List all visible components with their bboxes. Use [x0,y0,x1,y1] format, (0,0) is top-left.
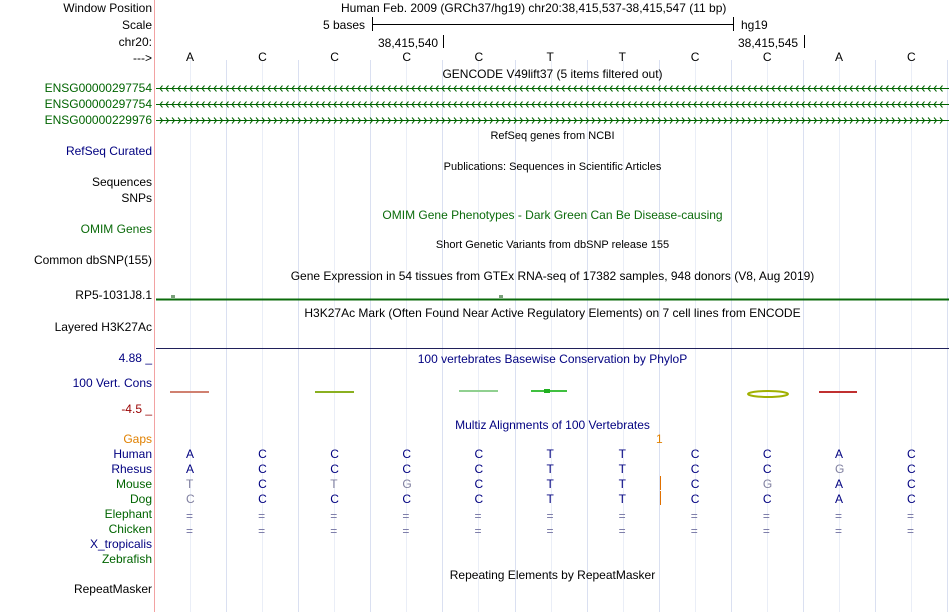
alignment-base-human: C [474,447,484,461]
label-strand-arrow: ---> [133,51,152,65]
label-ensg-1[interactable]: ENSG00000297754 [44,81,152,95]
alignment-base-mouse: A [834,477,843,491]
track-title-h3k27ac[interactable]: H3K27Ac Mark (Often Found Near Active Regulatory Elements) on 7 cell lines from ENCODE [304,306,801,320]
alignment-base-elephant: = [834,509,842,523]
sequence-base: C [474,50,484,64]
alignment-base-chicken: = [402,524,410,538]
alignment-base-dog: C [690,492,700,506]
alignment-base-mouse: T [618,477,626,491]
alignment-base-chicken: = [907,524,915,538]
alignment-base-human: C [762,447,772,461]
gtex-bar-2 [499,295,503,298]
alignment-base-elephant: = [546,509,554,523]
coordinate-label-1: 38,415,540 [378,36,439,50]
alignment-base-elephant: = [474,509,482,523]
track-title-omim[interactable]: OMIM Gene Phenotypes - Dark Green Can Be Disease-causing [382,208,723,222]
alignment-base-dog: T [618,492,626,506]
alignment-base-elephant: = [258,509,266,523]
alignment-base-human: C [402,447,412,461]
gap-count-marker: 1 [656,432,663,446]
phylop-wiggle [170,389,857,397]
assembly-label: hg19 [741,18,768,32]
alignment-base-mouse: T [546,477,554,491]
track-title-dbsnp[interactable]: Short Genetic Variants from dbSNP release 155 [435,239,670,251]
alignment-base-mouse: T [186,477,194,491]
alignment-base-rhesus: C [330,462,339,476]
alignment-base-dog: C [186,492,195,506]
label-cons-min: -4.5 _ [121,402,152,416]
alignment-base-elephant: = [690,509,698,523]
alignment-base-rhesus: A [186,462,195,476]
label-elephant[interactable]: Elephant [104,507,152,521]
track-title-repeatmasker[interactable]: Repeating Elements by RepeatMasker [449,568,656,582]
alignment-base-mouse: C [474,477,484,491]
sequence-base: T [618,50,626,64]
alignment-base-chicken: = [186,524,194,538]
alignment-base-elephant: = [186,509,194,523]
alignment-base-human: C [690,447,700,461]
sequence-base: A [186,50,195,64]
label-zebrafish[interactable]: Zebrafish [101,552,152,566]
sequence-base: C [907,50,916,64]
alignment-base-mouse: C [258,477,267,491]
label-rp5[interactable]: RP5-1031J8.1 [75,288,152,302]
track-title-publications[interactable]: Publications: Sequences in Scientific Articles [443,161,662,173]
alignment-base-dog: A [834,492,843,506]
track-title-multiz[interactable]: Multiz Alignments of 100 Vertebrates [455,418,650,432]
label-snps[interactable]: SNPs [121,191,152,205]
track-title-gencode[interactable]: GENCODE V49lift37 (5 items filtered out) [442,67,663,81]
scale-bar-label: 5 bases [323,18,366,32]
alignment-base-mouse: C [690,477,700,491]
track-title-gtex[interactable]: Gene Expression in 54 tissues from GTEx RNA-seq of 17382 samples, 948 donors (V8, Aug 2019) [290,269,815,283]
alignment-base-human: C [907,447,916,461]
alignment-base-rhesus: C [402,462,412,476]
track-title-refseq[interactable]: RefSeq genes from NCBI [490,130,615,142]
sequence-base: C [402,50,412,64]
alignment-base-dog: C [402,492,412,506]
alignment-base-dog: T [546,492,554,506]
alignment-base-chicken: = [258,524,266,538]
track-title-phylop[interactable]: 100 vertebrates Basewise Conservation by PhyloP [417,352,688,366]
label-human[interactable]: Human [113,447,152,461]
alignment-base-chicken: = [762,524,770,538]
alignment-base-rhesus: T [546,462,554,476]
alignment-base-chicken: = [330,524,338,538]
alignment-base-human: T [618,447,626,461]
sequence-base: C [762,50,772,64]
alignment-base-rhesus: C [258,462,267,476]
label-mouse[interactable]: Mouse [115,477,152,491]
alignment-base-rhesus: G [834,462,845,476]
alignment-base-dog: C [762,492,772,506]
label-scale: Scale [121,18,152,32]
alignment-base-human: T [546,447,554,461]
label-refseq-curated[interactable]: RefSeq Curated [65,144,152,158]
sequence-base: T [546,50,554,64]
alignment-base-dog: C [258,492,267,506]
label-omim-genes[interactable]: OMIM Genes [80,222,152,236]
label-x-tropicalis[interactable]: X_tropicalis [89,537,152,551]
alignment-base-elephant: = [330,509,338,523]
label-dog[interactable]: Dog [129,492,152,506]
label-ensg-2[interactable]: ENSG00000297754 [44,97,152,111]
alignment-base-rhesus: T [618,462,626,476]
alignment-base-mouse: G [762,477,773,491]
label-cons-max: 4.88 _ [118,351,152,365]
sequence-base: C [690,50,700,64]
label-gaps[interactable]: Gaps [123,432,152,446]
alignment-base-elephant: = [618,509,626,523]
alignment-base-human: C [330,447,339,461]
alignment-base-dog: C [474,492,484,506]
alignment-base-human: C [258,447,267,461]
scale-bar [372,17,734,31]
alignment-base-chicken: = [690,524,698,538]
alignment-base-dog: C [330,492,339,506]
alignment-base-elephant: = [907,509,915,523]
alignment-base-mouse: G [402,477,412,491]
sequence-base: C [330,50,339,64]
alignment-base-rhesus: C [474,462,484,476]
label-ensg-3[interactable]: ENSG00000229976 [44,113,152,127]
alignment-base-rhesus: C [907,462,916,476]
label-common-dbsnp[interactable]: Common dbSNP(155) [33,253,152,267]
alignment-base-human: A [186,447,195,461]
label-rhesus[interactable]: Rhesus [111,462,152,476]
alignment-base-rhesus: C [762,462,772,476]
label-window-position: Window Position [63,1,152,15]
label-chromosome: chr20: [118,35,152,49]
alignment-base-mouse: C [907,477,916,491]
alignment-base-chicken: = [834,524,842,538]
label-100-vert-cons[interactable]: 100 Vert. Cons [72,376,152,390]
label-layered-h3k27ac[interactable]: Layered H3K27Ac [54,320,152,334]
sequence-base: C [258,50,267,64]
gtex-bar-1 [171,295,175,298]
label-chicken[interactable]: Chicken [108,522,152,536]
label-repeatmasker[interactable]: RepeatMasker [73,582,152,596]
alignment-base-rhesus: C [690,462,700,476]
alignment-base-chicken: = [474,524,482,538]
alignment-base-chicken: = [546,524,554,538]
coordinate-label-2: 38,415,545 [738,36,799,50]
alignment-base-elephant: = [762,509,770,523]
alignment-base-human: A [834,447,843,461]
alignment-base-dog: C [907,492,916,506]
alignment-base-elephant: = [402,509,410,523]
alignment-base-mouse: T [330,477,338,491]
label-sequences[interactable]: Sequences [91,175,152,189]
window-position-text: Human Feb. 2009 (GRCh37/hg19) chr20:38,415,537-38,415,547 (11 bp) [341,1,727,15]
alignment-base-chicken: = [618,524,626,538]
sequence-base: A [834,50,843,64]
